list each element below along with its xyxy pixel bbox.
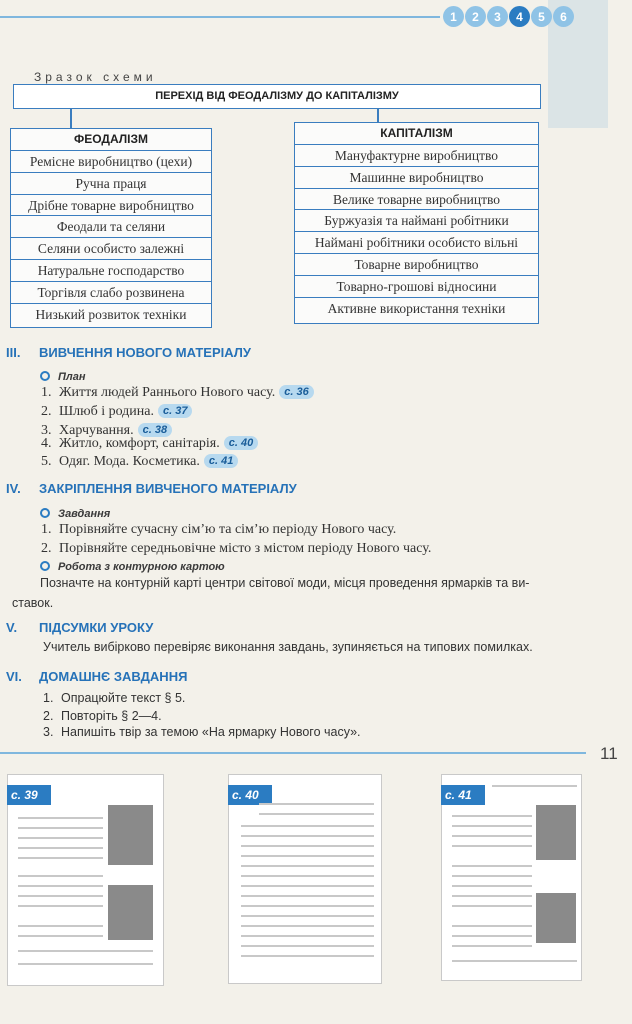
- engraving-image: [536, 805, 576, 860]
- connector-left: [70, 109, 72, 128]
- capitalism-heading: КАПІТАЛІЗМ: [295, 123, 538, 145]
- capitalism-item: Буржуазія та наймані робітники: [295, 210, 538, 232]
- homework-item: 2. Повторіть § 2—4.: [43, 709, 162, 723]
- feudalism-item: Ремісне виробництво (цехи): [11, 151, 211, 173]
- engraving-image: [108, 805, 153, 865]
- page-dot-5[interactable]: 5: [531, 6, 552, 27]
- lesson-pagination: [443, 6, 574, 27]
- section-number: VI.: [6, 669, 22, 684]
- section-heading-homework: [6, 669, 187, 684]
- schema-title: ПЕРЕХІД ВІД ФЕОДАЛІЗМУ ДО КАПІТАЛІЗМУ: [13, 84, 541, 109]
- section-number: IV.: [6, 481, 21, 496]
- plan-item: 2. Шлюб і родина. с. 37: [41, 404, 192, 420]
- capitalism-item: Товарне виробництво: [295, 254, 538, 276]
- capitalism-item: Товарно-грошові відносини: [295, 276, 538, 298]
- page-dot-6[interactable]: 6: [553, 6, 574, 27]
- tasks-subheading: [40, 508, 110, 520]
- feudalism-item: Натуральне господарство: [11, 260, 211, 282]
- feudalism-item: Торгівля слабо розвинена: [11, 282, 211, 304]
- feudalism-column: [10, 128, 212, 328]
- capitalism-item: Активне використання техніки: [327, 300, 506, 316]
- feudalism-item: Низький розвиток техніки: [35, 306, 187, 322]
- bottom-rule: [0, 752, 586, 754]
- section-title: ВИВЧЕННЯ НОВОГО МАТЕРІАЛУ: [39, 345, 251, 360]
- feudalism-item: Ручна праця: [11, 173, 211, 195]
- section-heading-new-material: [6, 345, 251, 360]
- plan-item: 1. Життя людей Раннього Нового часу. с. 36: [41, 385, 314, 401]
- page-reference[interactable]: с. 41: [204, 454, 238, 468]
- tasks-label: Завдання: [58, 508, 111, 520]
- feudalism-item: Феодали та селяни: [11, 216, 211, 238]
- page-reference[interactable]: с. 40: [224, 436, 258, 450]
- page-dot-4-current[interactable]: 4: [509, 6, 530, 27]
- page-reference[interactable]: с. 36: [279, 385, 313, 399]
- map-task-text: Позначте на контурній карті центри світової моди, місця проведення ярмарків та ви-: [40, 576, 530, 590]
- thumbnail-page-tag: с. 40: [228, 785, 272, 805]
- schema-label: Зразок схеми: [34, 70, 157, 84]
- page-dot-1[interactable]: 1: [443, 6, 464, 27]
- textbook-thumbnail[interactable]: [228, 774, 382, 984]
- bullet-icon: [40, 561, 50, 571]
- section-number: V.: [6, 620, 18, 635]
- map-label: Робота з контурною картою: [58, 561, 225, 573]
- section-title: ДОМАШНЄ ЗАВДАННЯ: [39, 669, 188, 684]
- page-number: 11: [600, 744, 618, 763]
- task-item: 1. Порівняйте сучасну сім’ю та сім’ю періоду Нового часу.: [41, 522, 397, 537]
- page-dot-3[interactable]: 3: [487, 6, 508, 27]
- capitalism-item: Мануфактурне виробництво: [295, 145, 538, 167]
- page-reference[interactable]: с. 37: [158, 404, 192, 418]
- section-title: ПІДСУМКИ УРОКУ: [39, 620, 154, 635]
- page-reference[interactable]: с. 38: [138, 423, 172, 437]
- section-heading-consolidation: [6, 481, 297, 496]
- connector-right: [377, 109, 379, 122]
- section-heading-summary: [6, 620, 153, 635]
- plan-label: План: [58, 371, 86, 383]
- capitalism-column: [294, 122, 539, 324]
- homework-item: 1. Опрацюйте текст § 5.: [43, 691, 186, 705]
- plan-item: 5. Одяг. Мода. Косметика. с. 41: [41, 454, 238, 470]
- capitalism-item: Наймані робітники особисто вільні: [295, 232, 538, 254]
- bullet-icon: [40, 508, 50, 518]
- map-subheading: [40, 561, 225, 573]
- section-title: ЗАКРІПЛЕННЯ ВИВЧЕНОГО МАТЕРІАЛУ: [39, 481, 297, 496]
- capitalism-item: Велике товарне виробництво: [295, 189, 538, 211]
- plan-item: 4. Житло, комфорт, санітарія. с. 40: [41, 436, 258, 452]
- feudalism-item: Дрібне товарне виробництво: [11, 195, 211, 217]
- homework-item: 3. Напишіть твір за темою «На ярмарку Нового часу».: [43, 725, 361, 739]
- top-rule: [0, 16, 440, 18]
- plan-item: 3. Харчування. с. 38: [41, 423, 172, 439]
- feudalism-item: Селяни особисто залежні: [11, 238, 211, 260]
- plan-subheading: [40, 371, 86, 383]
- summary-text: Учитель вибірково перевіряє виконання завдань, зупиняється на типових помилках.: [43, 640, 533, 654]
- engraving-image: [536, 893, 576, 943]
- capitalism-item: Машинне виробництво: [295, 167, 538, 189]
- textbook-thumbnail[interactable]: [441, 774, 582, 981]
- map-task-text-cont: ставок.: [12, 596, 54, 610]
- bullet-icon: [40, 371, 50, 381]
- engraving-image: [108, 885, 153, 940]
- thumbnail-page-tag: с. 41: [441, 785, 485, 805]
- textbook-thumbnail[interactable]: [7, 774, 164, 986]
- task-item: 2. Порівняйте середньовічне місто з містом періоду Нового часу.: [41, 541, 432, 556]
- section-number: III.: [6, 345, 21, 360]
- page-dot-2[interactable]: 2: [465, 6, 486, 27]
- thumbnail-page-tag: с. 39: [7, 785, 51, 805]
- feudalism-heading: ФЕОДАЛІЗМ: [11, 129, 211, 151]
